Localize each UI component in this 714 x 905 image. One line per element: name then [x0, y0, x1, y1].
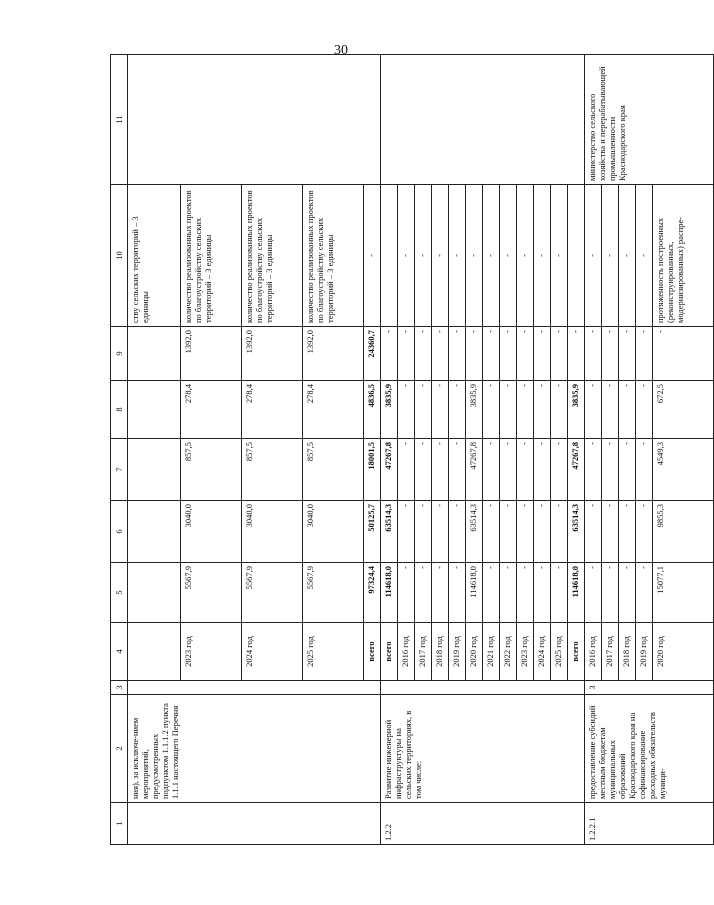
value-cell-local: - [551, 381, 568, 439]
value-cell-total: 114618,0 [381, 563, 398, 623]
table-body [111, 55, 714, 845]
empty-cell [128, 327, 181, 381]
year-cell: 2017 год [415, 623, 432, 681]
value-cell-local: 3835,9 [466, 381, 483, 439]
year-cell: 2020 год [466, 623, 483, 681]
year-cell: 2023 год [181, 623, 242, 681]
indicator-cell: количество реализованных проектов по благоустройству сельских территорий – 3 единицы [303, 185, 364, 327]
year-cell: 2024 год [242, 623, 303, 681]
value-cell-local: - [619, 381, 636, 439]
table-row [128, 55, 181, 845]
value-cell-other: - [483, 327, 500, 381]
value-cell-local: - [517, 381, 534, 439]
indicator-cell: количество реализованных проектов по благоустройству сельских территорий – 3 единицы [181, 185, 242, 327]
year-cell: 2019 год [636, 623, 653, 681]
row-number-cell [128, 803, 381, 845]
value-cell-other: - [551, 327, 568, 381]
year-cell: 2018 год [432, 623, 449, 681]
value-cell-federal: 3040,0 [181, 501, 242, 563]
value-cell-federal: 63514,3 [466, 501, 483, 563]
executor-cell [381, 55, 585, 185]
value-cell-local: 3835,9 [568, 381, 585, 439]
value-cell-total: - [619, 563, 636, 623]
value-cell-local: - [449, 381, 466, 439]
column-header: 10 [111, 185, 128, 327]
value-cell-other: 1392,0 [303, 327, 364, 381]
indicator-cell: протяженность построенных (реконструированных, модернизированных) распре- [653, 185, 714, 327]
value-cell-other: - [653, 327, 714, 381]
value-cell-local: 278,4 [303, 381, 364, 439]
value-cell-local: 3835,9 [381, 381, 398, 439]
value-cell-total: - [517, 563, 534, 623]
value-cell-total: - [636, 563, 653, 623]
value-cell-federal: - [534, 501, 551, 563]
indicator-cell: - [483, 185, 500, 327]
empty-cell [128, 439, 181, 501]
value-cell-total: - [602, 563, 619, 623]
value-cell-total: - [449, 563, 466, 623]
indicator-cell: - [466, 185, 483, 327]
value-cell-regional: - [585, 439, 602, 501]
table-row [111, 55, 128, 845]
value-cell-local: 4836,5 [364, 381, 381, 439]
value-cell-federal: 3040,0 [303, 501, 364, 563]
value-cell-local: - [585, 381, 602, 439]
value-cell-total: 114618,0 [466, 563, 483, 623]
year-cell: всего [364, 623, 381, 681]
value-cell-federal: - [636, 501, 653, 563]
value-cell-total: 5567,9 [181, 563, 242, 623]
value-cell-regional: 857,5 [181, 439, 242, 501]
value-cell-regional: 47267,8 [466, 439, 483, 501]
empty-cell [128, 501, 181, 563]
value-cell-regional: - [602, 439, 619, 501]
value-cell-regional: - [415, 439, 432, 501]
year-cell: 2020 год [653, 623, 714, 681]
indicator-cell: - [500, 185, 517, 327]
value-cell-total: - [432, 563, 449, 623]
value-cell-regional: 47267,8 [568, 439, 585, 501]
column-header: 9 [111, 327, 128, 381]
column-header: 4 [111, 623, 128, 681]
section-description-cell: Развитие инженерной инфраструктуры на сельских территориях, в том числе: [381, 695, 585, 803]
value-cell-total: - [534, 563, 551, 623]
table-row [381, 55, 398, 845]
value-cell-federal: - [602, 501, 619, 563]
value-cell-other: - [432, 327, 449, 381]
value-cell-total: 5567,9 [242, 563, 303, 623]
section-number-cell: 1.2.2 [381, 803, 585, 845]
column-header: 2 [111, 695, 128, 803]
value-cell-other: - [500, 327, 517, 381]
value-cell-total: - [415, 563, 432, 623]
column-header: 8 [111, 381, 128, 439]
value-cell-total: 15077,1 [653, 563, 714, 623]
value-cell-regional: - [398, 439, 415, 501]
indicator-cell: ству сельских территорий – 3 единицы [128, 185, 181, 327]
value-cell-local: - [534, 381, 551, 439]
value-cell-federal: 9855,3 [653, 501, 714, 563]
indicator-cell: количество реализованных проектов по благоустройству сельских территорий – 3 единицы [242, 185, 303, 327]
value-cell-total: - [398, 563, 415, 623]
value-cell-local: 278,4 [181, 381, 242, 439]
value-cell-local: - [500, 381, 517, 439]
value-cell-regional: - [432, 439, 449, 501]
description-cell: ния), за исключе-нием мероприятий, предусмотренных подпунктом 1.1.1.2 пункта 1.1.1 настоящего Перечня [128, 695, 381, 803]
value-cell-local: - [636, 381, 653, 439]
value-cell-local: 278,4 [242, 381, 303, 439]
executor-cell [128, 55, 381, 185]
value-cell-other: - [636, 327, 653, 381]
value-cell-regional: - [517, 439, 534, 501]
value-cell-other: - [449, 327, 466, 381]
executor-cell: министерство сельского хозяйства и перерабатывающей промышленности Краснодарского края [585, 55, 714, 185]
value-cell-other: - [517, 327, 534, 381]
indicator-cell: - [517, 185, 534, 327]
value-cell-federal: - [619, 501, 636, 563]
value-cell-regional: 18001,5 [364, 439, 381, 501]
year-cell: 2025 год [303, 623, 364, 681]
indicator-cell: - [551, 185, 568, 327]
value-cell-federal: 50125,7 [364, 501, 381, 563]
value-cell-local: - [415, 381, 432, 439]
column-header: 3 [111, 681, 128, 695]
indicator-cell: - [636, 185, 653, 327]
empty-cell [128, 563, 181, 623]
value-cell-regional: - [551, 439, 568, 501]
section-number-cell: 1.2.2.1 [585, 803, 714, 845]
program-table [110, 54, 714, 845]
value-cell-regional: 857,5 [303, 439, 364, 501]
value-cell-federal: 3040,0 [242, 501, 303, 563]
indicator-cell: - [398, 185, 415, 327]
value-cell-total: - [585, 563, 602, 623]
indicator-cell: - [449, 185, 466, 327]
value-cell-regional: - [534, 439, 551, 501]
value-cell-total: 5567,9 [303, 563, 364, 623]
rotated-table-wrapper [110, 55, 685, 845]
value-cell-local: 672,5 [653, 381, 714, 439]
column-header: 11 [111, 55, 128, 185]
value-cell-total: 97324,4 [364, 563, 381, 623]
value-cell-total: - [551, 563, 568, 623]
value-cell-other: 1392,0 [242, 327, 303, 381]
value-cell-federal: - [398, 501, 415, 563]
year-cell: 2019 год [449, 623, 466, 681]
empty-cell [128, 381, 181, 439]
value-cell-federal: - [551, 501, 568, 563]
column-header: 7 [111, 439, 128, 501]
value-cell-federal: - [500, 501, 517, 563]
year-cell: 2025 год [551, 623, 568, 681]
value-cell-federal: - [432, 501, 449, 563]
value-cell-other: - [585, 327, 602, 381]
year-cell: 2021 год [483, 623, 500, 681]
indicator-cell [568, 185, 585, 327]
year-cell: 2016 год [398, 623, 415, 681]
year-cell: 2018 год [619, 623, 636, 681]
value-cell-other: 24360,7 [364, 327, 381, 381]
value-cell-regional: - [483, 439, 500, 501]
column3-cell: 3 [585, 681, 714, 695]
year-cell: 2022 год [500, 623, 517, 681]
value-cell-total: - [483, 563, 500, 623]
value-cell-local: - [602, 381, 619, 439]
value-cell-federal: - [585, 501, 602, 563]
value-cell-other: - [466, 327, 483, 381]
value-cell-federal: - [517, 501, 534, 563]
value-cell-regional: 4549,3 [653, 439, 714, 501]
empty-cell [128, 623, 181, 681]
value-cell-other: - [415, 327, 432, 381]
value-cell-local: - [398, 381, 415, 439]
column-header: 6 [111, 501, 128, 563]
value-cell-other: - [602, 327, 619, 381]
value-cell-local: - [483, 381, 500, 439]
value-cell-other: - [381, 327, 398, 381]
indicator-cell: - [364, 185, 381, 327]
value-cell-regional: - [449, 439, 466, 501]
indicator-cell: - [585, 185, 602, 327]
column-header: 1 [111, 803, 128, 845]
table-row [585, 55, 602, 845]
value-cell-regional: - [500, 439, 517, 501]
year-cell: всего [568, 623, 585, 681]
value-cell-regional: 47267,8 [381, 439, 398, 501]
page-number: 30 [334, 43, 348, 58]
value-cell-other: - [619, 327, 636, 381]
column-header: 5 [111, 563, 128, 623]
indicator-cell: - [415, 185, 432, 327]
year-cell: 2024 год [534, 623, 551, 681]
value-cell-federal: - [483, 501, 500, 563]
value-cell-other: - [568, 327, 585, 381]
value-cell-federal: - [415, 501, 432, 563]
indicator-cell: - [619, 185, 636, 327]
value-cell-federal: 63514,3 [381, 501, 398, 563]
year-cell: 2016 год [585, 623, 602, 681]
value-cell-total: 114618,0 [568, 563, 585, 623]
indicator-cell: - [432, 185, 449, 327]
value-cell-regional: 857,5 [242, 439, 303, 501]
section-description-cell: предоставление субсидий местным бюджетам муниципальных образований Краснодарского края на софинансирование расходных обязательств муници- [585, 695, 714, 803]
value-cell-total: - [500, 563, 517, 623]
year-cell: 2023 год [517, 623, 534, 681]
value-cell-other: 1392,0 [181, 327, 242, 381]
value-cell-other: - [534, 327, 551, 381]
year-cell: 2017 год [602, 623, 619, 681]
indicator-cell: - [602, 185, 619, 327]
value-cell-other: - [398, 327, 415, 381]
indicator-cell: - [534, 185, 551, 327]
value-cell-regional: - [636, 439, 653, 501]
indicator-cell [381, 185, 398, 327]
year-cell: всего [381, 623, 398, 681]
empty-cell [381, 681, 585, 695]
value-cell-federal: - [449, 501, 466, 563]
value-cell-regional: - [619, 439, 636, 501]
value-cell-local: - [432, 381, 449, 439]
value-cell-federal: 63514,3 [568, 501, 585, 563]
empty-cell [128, 681, 381, 695]
